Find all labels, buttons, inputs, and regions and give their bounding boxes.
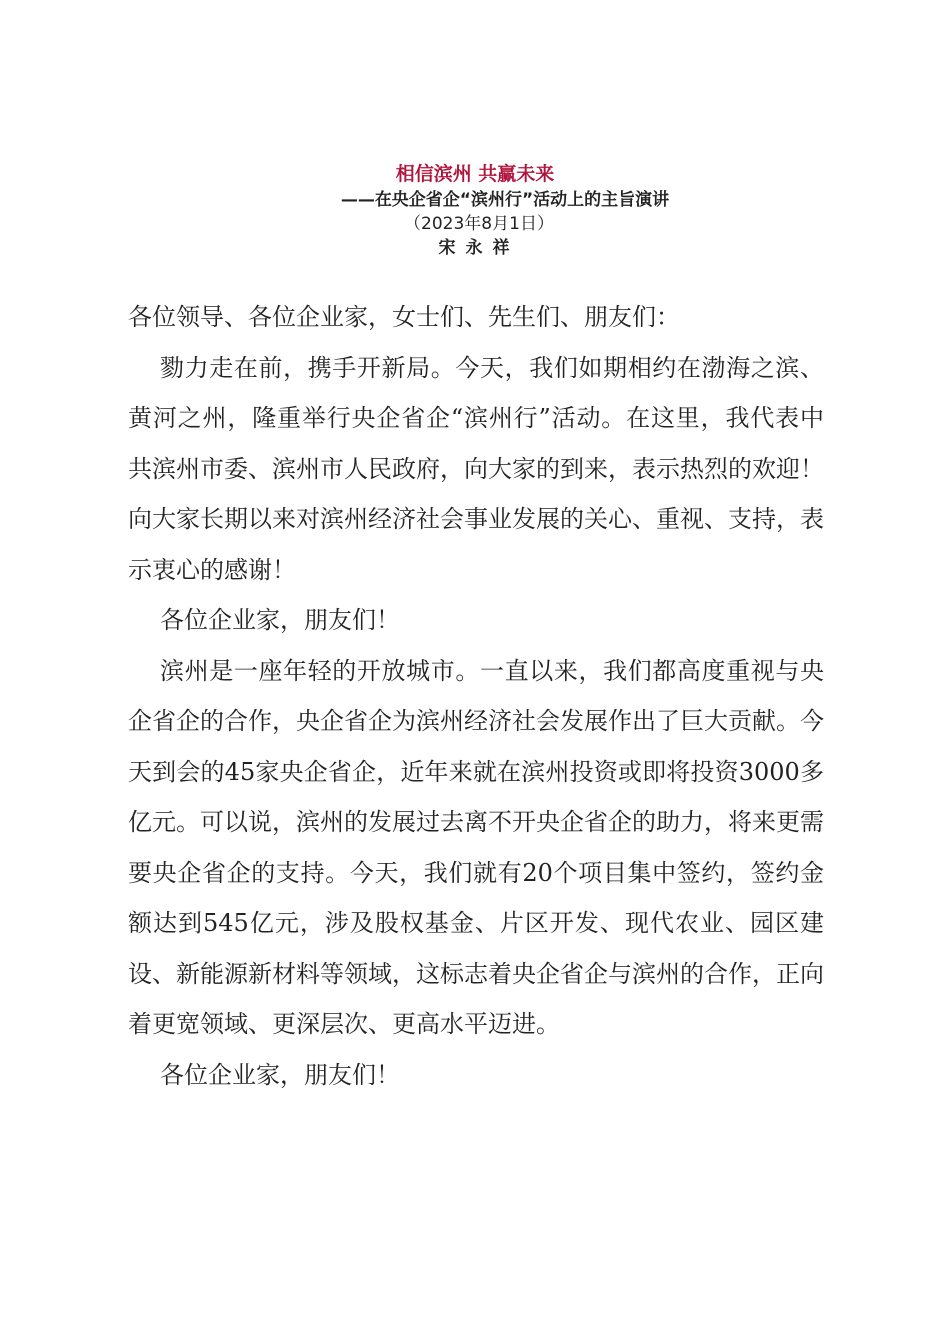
speech-date: （2023年8月1日） [404, 214, 554, 234]
greeting-line: 各位企业家，朋友们！ [160, 1060, 400, 1089]
speech-author: 宋永祥 [438, 238, 520, 258]
speech-body [128, 292, 824, 1100]
paragraph-cooperation: 滨州是一座年轻的开放城市。一直以来，我们都高度重视与央企省企的合作，央企省企为滨州经济社会发展作出了巨大贡献。今天到会的45家央企省企，近年来就在滨州投资或即将投资3000多亿元。可以说，滨州的发展过去离不开央企省企的助力，将来更需要央企省企的支持。今天，我们就有20个项目集中签约，签约金额达到545亿元，涉及股权基金、片区开发、现代农业、园区建设、新能源新材料等领域，这标志着央企省企与滨州的合作，正向着更宽领域、更深层次、更高水平迈进。 [128, 656, 824, 1038]
speech-subtitle: ——在央企省企“滨州行”活动上的主旨演讲 [340, 190, 670, 210]
greeting-line: 各位企业家，朋友们！ [160, 606, 400, 634]
speech-header [0, 160, 950, 260]
paragraph-opening: 勠力走在前，携手开新局。今天，我们如期相约在渤海之滨、黄河之州，隆重举行央企省企“滨州行”活动。在这里，我代表中共滨州市委、滨州市人民政府，向大家的到来，表示热烈的欢迎！向大家长期以来对滨州经济社会事业发展的关心、重视、支持，表示衷心的感谢！ [128, 353, 824, 584]
salutation: 各位领导、各位企业家，女士们、先生们、朋友们： [128, 303, 680, 331]
speech-title: 相信滨州 共赢未来 [395, 163, 555, 185]
